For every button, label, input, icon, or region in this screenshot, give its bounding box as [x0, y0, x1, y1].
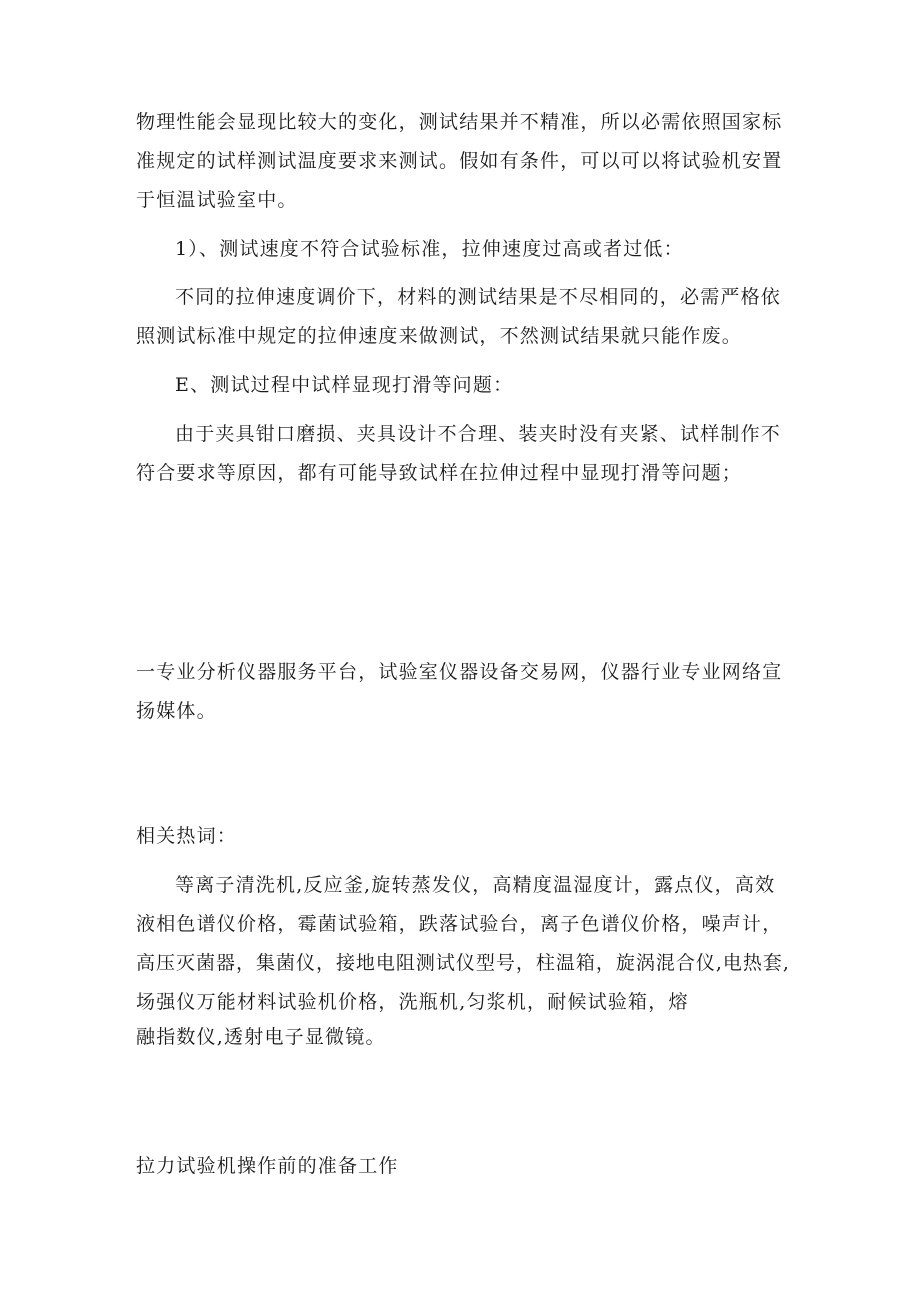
text-line: 由于夹具钳口磨损、夹具设计不合理、装夹时没有夹紧、试样制作不: [175, 423, 782, 445]
text-line: 符合要求等原因，都有可能导致试样在拉伸过程中显现打滑等问题；: [136, 462, 743, 484]
text-line: 准规定的试样测试温度要求来测试。假如有条件，可以可以将试验机安置: [136, 150, 783, 172]
section-heading: 拉力试验机操作前的准备工作: [136, 1155, 399, 1177]
text-line: 场强仪万能材料试验机价格，洗瓶机,匀浆机，耐候试验箱，熔: [136, 991, 689, 1013]
text-line: 不同的拉伸速度调价下，材料的测试结果是不尽相同的，必需严格依: [175, 286, 782, 308]
text-line: 融指数仪,透射电子显微镜。: [136, 1026, 386, 1048]
text-line: 于恒温试验室中。: [136, 189, 298, 211]
text-line: 物理性能会显现比较大的变化，测试结果并不精准，所以必需依照国家标: [136, 111, 783, 133]
text-line: 等离子清洗机,反应釜,旋转蒸发仪，高精度温湿度计，露点仪，高效: [175, 874, 776, 896]
text-line: 液相色谱仪价格，霉菌试验箱，跌落试验台，离子色谱仪价格，噪声计，: [136, 913, 783, 935]
text-line: 高压灭菌器，集菌仪，接地电阻测试仪型号，柱温箱，旋涡混合仪,电热套,: [136, 952, 790, 974]
text-line: 1）、测试速度不符合试验标准，拉伸速度过高或者过低：: [175, 238, 684, 260]
text-line: 照测试标准中规定的拉伸速度来做测试，不然测试结果就只能作废。: [136, 325, 743, 347]
section-heading: 相关热词：: [136, 825, 238, 847]
text-line: 扬媒体。: [136, 700, 217, 722]
text-line: E、测试过程中试样显现打滑等问题：: [175, 374, 514, 396]
text-line: 一专业分析仪器服务平台，试验室仪器设备交易网，仪器行业专业网络宣: [136, 661, 783, 683]
